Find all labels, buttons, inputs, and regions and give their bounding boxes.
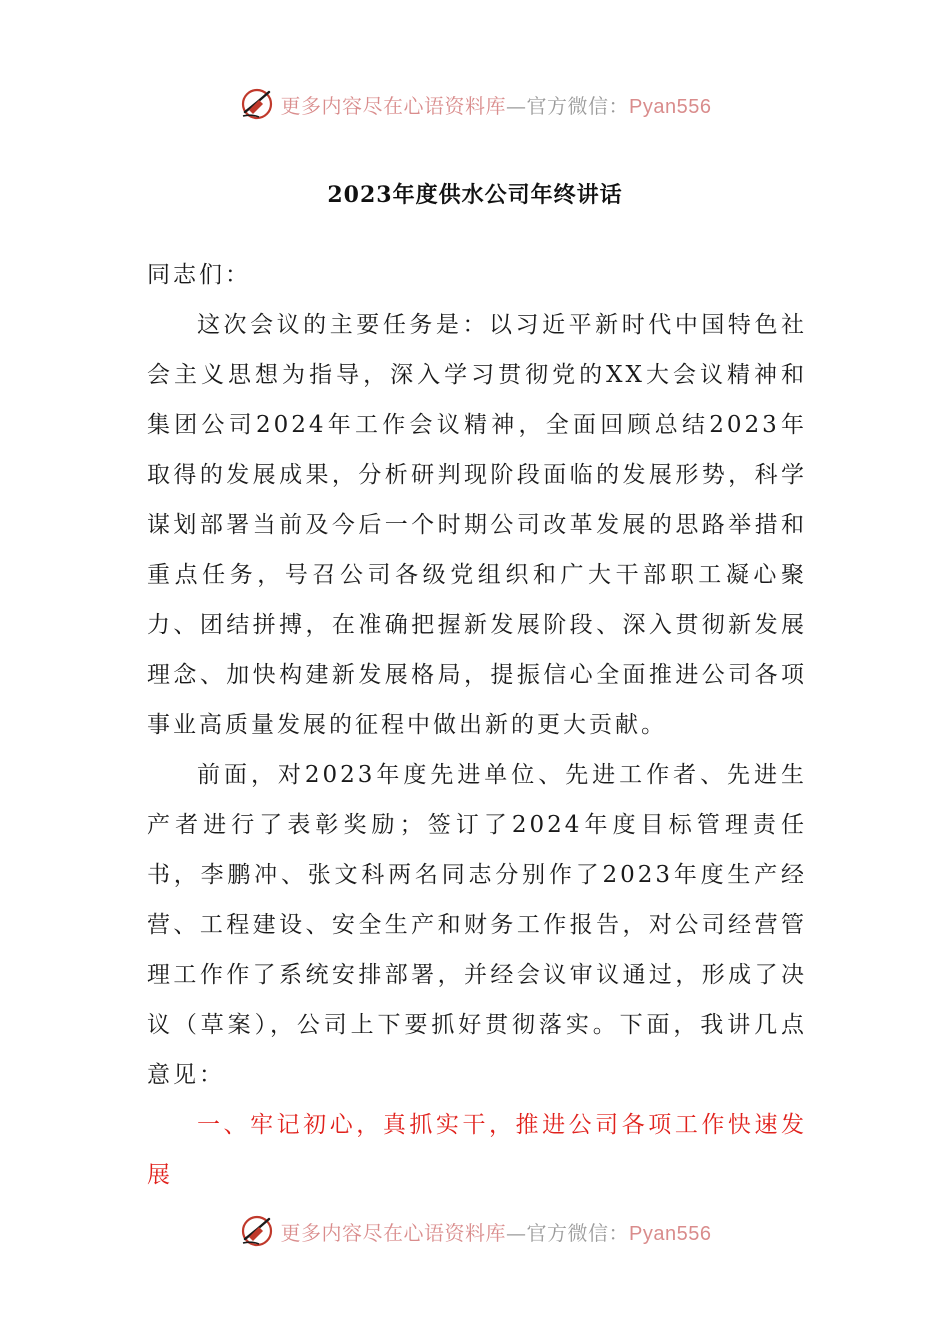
footer-banner (0, 1209, 950, 1253)
header-banner (0, 82, 950, 126)
banner-text: 更多内容尽在心语资料库—官方微信：Pyan556 (280, 1220, 712, 1245)
section-heading-1: 一、牢记初心，真抓实干，推进公司各项工作快速发展 (147, 1112, 807, 1188)
paragraph-1: 这次会议的主要任务是：以习近平新时代中国特色社会主义思想为指导，深入学习贯彻党的XX大会议精神和集团公司2024年工作会议精神，全面回顾总结2023年取得的发展成果，分析研判现阶段面临的发展形势，科学谋划部署当前及今后一个时期公司改革发展的思路举措和重点任务，号召公司各级党组织和广大干部职工凝心聚力、团结拼搏，在准确把握新发展阶段、深入贯彻新发展理念、加快构建新发展格局，提振信心全面推进公司各项事业高质量发展的征程中做出新的更大贡献。 (147, 312, 807, 738)
salutation: 同志们： (147, 262, 251, 288)
document-body (147, 250, 807, 1200)
paragraph-2: 前面，对2023年度先进单位、先进工作者、先进生产者进行了表彰奖励；签订了2024年度目标管理责任书，李鹏冲、张文科两名同志分别作了2023年度生产经营、工程建设、安全生产和财务工作报告，对公司经营管理工作作了系统安排部署，并经会议审议通过，形成了决议（草案），公司上下要抓好贯彻落实。下面，我讲几点意见： (147, 762, 807, 1088)
document-title: 2023年度供水公司年终讲话 (327, 182, 623, 208)
banner-text: 更多内容尽在心语资料库—官方微信：Pyan556 (280, 93, 712, 118)
pen-logo-icon (239, 1213, 275, 1249)
pen-logo-icon (239, 86, 275, 122)
